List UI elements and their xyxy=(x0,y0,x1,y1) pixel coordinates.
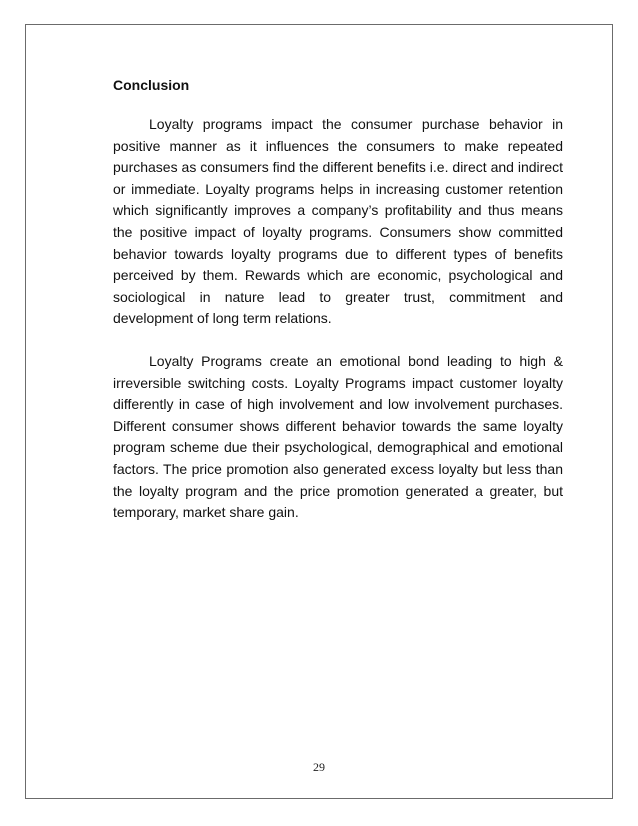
paragraph-2: Loyalty Programs create an emotional bond leading to high & irreversible switching costs. Loyalty Programs impact customer loyalty differently in case of high involvement and low involvement purchases. Different consumer shows different behavior towards the same loyalty program scheme due their psychological, demographical and emotional factors. The price promotion also generated excess loyalty but less than the loyalty program and the price promotion generated a greater, but temporary, market share gain. xyxy=(113,352,563,521)
page-number: 29 xyxy=(313,760,325,774)
section-heading: Conclusion xyxy=(113,77,190,93)
paragraph-1: Loyalty programs impact the consumer purchase behavior in positive manner as it influences the consumers to make repeated purchases as consumers find the different benefits i.e. direct and indirect or immediate. Loyalty programs helps in increasing customer retention which significantly improves a company’s profitability and thus means the positive impact of loyalty programs. Consumers show committed behavior towards loyalty programs due to different types of benefits perceived by them. Rewards which are economic, psychological and sociological in nature lead to greater trust, commitment and development of long term relations. xyxy=(113,116,563,327)
document-body xyxy=(113,75,563,545)
